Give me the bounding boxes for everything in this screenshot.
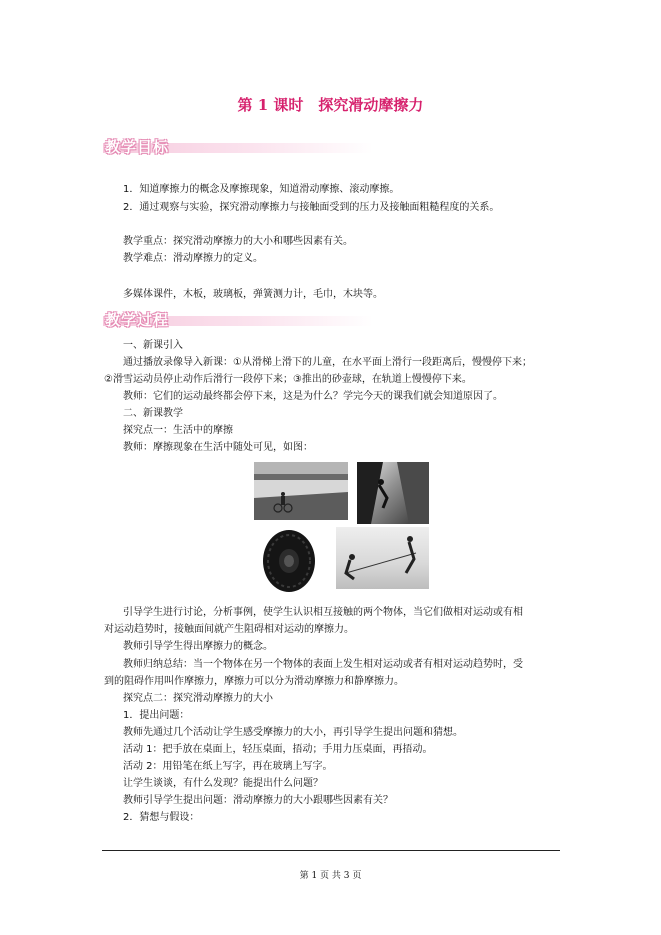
body-line: 让学生谈谈，有什么发现？能提出什么问题？ bbox=[123, 778, 323, 789]
body-line: 通过播放录像导入新课：①从滑梯上滑下的儿童，在水平面上滑行一段距离后，慢慢停下来； bbox=[123, 357, 532, 368]
materials: 多媒体课件，木板，玻璃板，弹簧测力计，毛巾，木块等。 bbox=[123, 289, 383, 300]
body-line: 对运动趋势时，接触面间就产生阻碍相对运动的摩擦力。 bbox=[104, 624, 354, 635]
body-line: ②滑雪运动员停止动作后滑行一段停下来；③推出的砂壶球，在轨道上慢慢停下来。 bbox=[104, 374, 472, 385]
rock-climber-photo bbox=[357, 462, 429, 524]
section-header-process bbox=[103, 309, 373, 329]
body-line: 到的阻碍作用叫作摩擦力，摩擦力可以分为滑动摩擦力和静摩擦力。 bbox=[104, 676, 404, 687]
body-line: 探究点二：探究滑动摩擦力的大小 bbox=[123, 693, 273, 704]
body-line: 引导学生进行讨论，分析事例，使学生认识相互接触的两个物体，当它们做相对运动或有相 bbox=[123, 607, 523, 618]
body-line: 活动 2：用铅笔在纸上写字，再在玻璃上写字。 bbox=[123, 761, 333, 772]
body-line: 二、新课教学 bbox=[123, 408, 183, 419]
body-line: 教师引导学生得出摩擦力的概念。 bbox=[123, 641, 273, 652]
body-line: 1．提出问题： bbox=[123, 710, 190, 721]
body-line: 2．猜想与假设： bbox=[123, 812, 200, 823]
body-line: 活动 1：把手放在桌面上，轻压桌面，捂动；手用力压桌面，再捂动。 bbox=[123, 744, 433, 755]
body-line: 教师引导学生提出问题：滑动摩擦力的大小跟哪些因素有关？ bbox=[123, 795, 393, 806]
body-line: 教师归纳总结：当一个物体在另一个物体的表面上发生相对运动或者有相对运动趋势时，受 bbox=[123, 659, 523, 670]
tug-of-war-photo bbox=[336, 527, 429, 589]
body-line: 一、新课引入 bbox=[123, 340, 183, 351]
page-title: 第 1 课时 探究滑动摩擦力 bbox=[237, 96, 424, 114]
body-line: 教师：摩擦现象在生活中随处可见，如图： bbox=[123, 442, 313, 453]
section-header-label: 教学目标 bbox=[105, 138, 170, 156]
page-number: 第 1 页 共 3 页 bbox=[299, 871, 362, 881]
body-line: 教师先通过几个活动让学生感受摩擦力的大小，再引导学生提出问题和猜想。 bbox=[123, 727, 463, 738]
cyclists-by-river-photo bbox=[254, 462, 348, 520]
body-line: 教师：它们的运动最终都会停下来，这是为什么？学完今天的课我们就会知道原因了。 bbox=[123, 391, 503, 402]
key-point: 教学重点：探究滑动摩擦力的大小和哪些因素有关。 bbox=[123, 236, 353, 247]
body-line: 探究点一：生活中的摩擦 bbox=[123, 425, 233, 436]
goal-1: 1．知道摩擦力的概念及摩擦现象，知道滑动摩擦、滚动摩擦。 bbox=[123, 184, 400, 195]
goal-2: 2．通过观察与实验，探究滑动摩擦力与接触面受到的压力及接触面粗糙程度的关系。 bbox=[123, 202, 500, 213]
tire-photo bbox=[259, 528, 319, 594]
footer-rule bbox=[102, 850, 560, 851]
section-header-label: 教学过程 bbox=[105, 311, 170, 329]
section-header-goals bbox=[103, 136, 373, 156]
difficulty: 教学难点：滑动摩擦力的定义。 bbox=[123, 253, 263, 264]
